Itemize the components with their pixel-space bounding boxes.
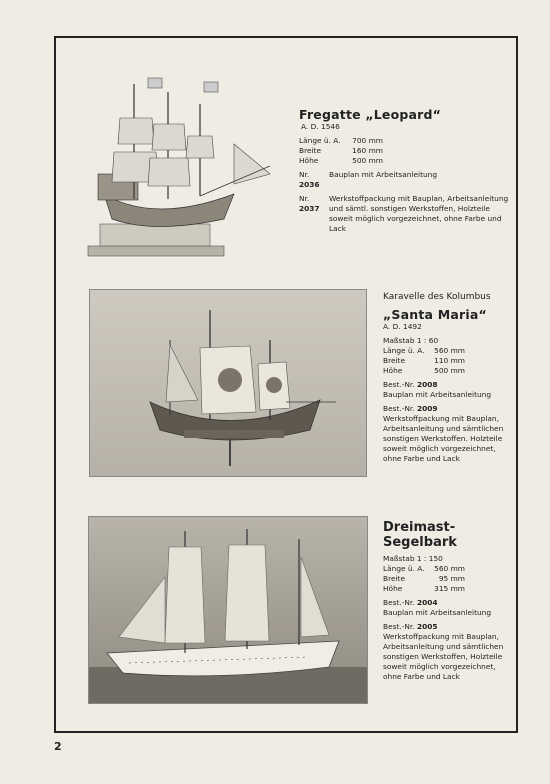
leopard-year: A. D. 1546 [301, 122, 340, 131]
leopard-item-2037: Nr. 2037 Werkstoffpackung mit Bauplan, Arbeitsanleitung und sämtl. sonstigen Werkstoffen, Holzteile soweit möglich vorgezeichnet, ohne Farbe und Lack [299, 194, 509, 233]
santa-maria-pretitle: Karavelle des Kolumbus [383, 292, 491, 302]
santa-maria-dim-height: Höhe 500 mm [383, 366, 465, 375]
santa-maria-year: A. D. 1492 [383, 322, 422, 331]
page-number: 2 [54, 740, 62, 753]
santa-maria-scale: Maßstab 1 : 60 [383, 336, 439, 345]
santa-maria-dim-length: Länge ü. A. 560 mm [383, 346, 465, 355]
segelbark-item-2005: Best.-Nr. 2005 Werkstoffpackung mit Bauplan, Arbeitsanleitung und sämtlichen sonstigen Werkstoffen, Holzteile soweit möglich vorgezeichnet, ohne Farbe und Lack [383, 622, 504, 681]
leopard-dim-length: Länge ü. A. 700 mm [299, 136, 383, 145]
leopard-dim-height: Höhe 500 mm [299, 156, 383, 165]
santa-maria-text [383, 291, 513, 464]
leopard-title: Fregatte „Leopard“ [299, 107, 442, 122]
santa-maria-title: „Santa Maria“ [383, 307, 487, 322]
santa-maria-ship-illustration [90, 290, 366, 476]
segelbark-title-line1: Dreimast- [383, 520, 456, 535]
santa-maria-photo [89, 289, 367, 477]
leopard-ship-illustration [84, 74, 274, 260]
segelbark-scale: Maßstab 1 : 150 [383, 554, 443, 563]
leopard-text [299, 107, 509, 234]
segelbark-dim-height: Höhe 315 mm [383, 584, 465, 593]
segelbark-text [383, 520, 513, 682]
santa-maria-item-2008: Best.-Nr. 2008 Bauplan mit Arbeitsanleitung [383, 380, 492, 399]
segelbark-photo [88, 516, 368, 704]
segelbark-ship-illustration [89, 517, 367, 703]
leopard-item-2036: Nr. 2036 Bauplan mit Arbeitsanleitung [299, 170, 438, 189]
santa-maria-dim-width: Breite 110 mm [383, 356, 465, 365]
segelbark-dim-length: Länge ü. A. 560 mm [383, 564, 465, 573]
leopard-dim-width: Breite 160 mm [299, 146, 383, 155]
segelbark-title-line2: Segelbark [383, 535, 457, 550]
segelbark-dim-width: Breite 95 mm [383, 574, 465, 583]
santa-maria-item-2009: Best.-Nr. 2009 Werkstoffpackung mit Bauplan, Arbeitsanleitung und sämtlichen sonstigen Werkstoffen. Holzteile soweit möglich vorgezeichnet, ohne Farbe und Lack [383, 404, 504, 463]
segelbark-item-2004: Best.-Nr. 2004 Bauplan mit Arbeitsanleitung [383, 598, 492, 617]
